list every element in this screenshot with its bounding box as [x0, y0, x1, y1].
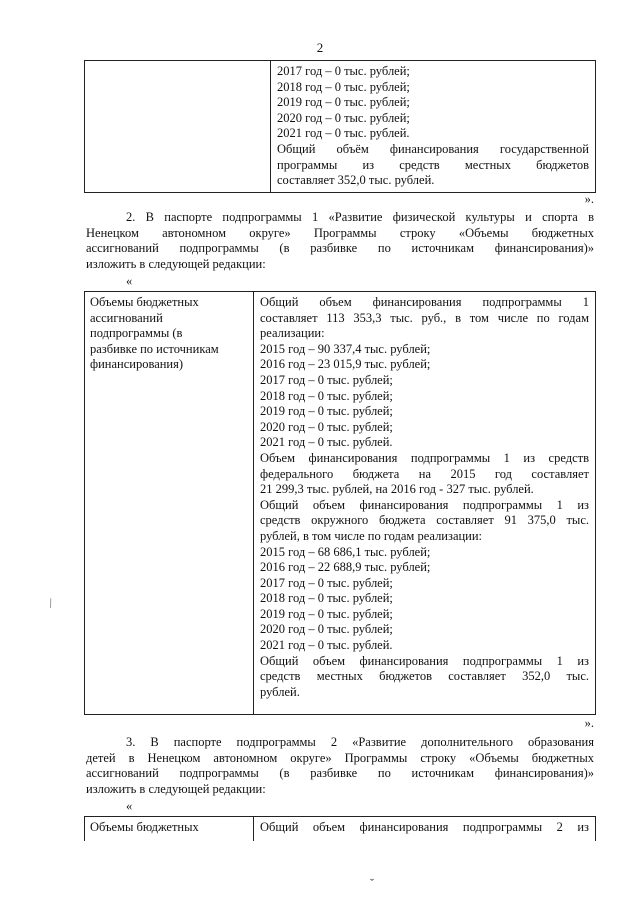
funding-line: рублей. — [260, 684, 300, 699]
funding-line: 2017 год – 0 тыс. рублей; — [260, 575, 393, 590]
funding-line: рублей, в том числе по годам реализации: — [260, 528, 483, 543]
table-divider — [253, 817, 254, 841]
funding-line: составляет 113 353,3 тыс. руб., в том числе по годам — [260, 310, 589, 325]
row-label-line: Объемы бюджетных — [90, 295, 199, 309]
row-label-line: разбивке по источникам — [90, 341, 219, 356]
table2-left-cell — [90, 295, 248, 373]
funding-total-line: Общий объём финансирования государственной — [277, 141, 589, 156]
opening-quote: « — [126, 274, 133, 288]
funding-line: 2015 год – 68 686,1 тыс. рублей; — [260, 544, 431, 559]
funding-line: 2019 год – 0 тыс. рублей; — [260, 606, 393, 621]
funding-line: Общий объем финансирования подпрограммы 1 из — [260, 653, 589, 668]
funding-line: средств окружного бюджета составляет 91 375,0 тыс. — [260, 513, 589, 528]
closing-quote: ». — [584, 716, 594, 730]
paragraph-line: 3. В паспорте подпрограммы 2 «Развитие дополнительного образования — [126, 735, 594, 749]
row-label-line: финансирования) — [90, 357, 184, 372]
table-continuation — [84, 60, 596, 193]
closing-quote: ». — [584, 192, 594, 206]
row-label-line: подпрограммы (в — [90, 326, 183, 341]
table1-right-cell — [277, 64, 589, 189]
paragraph-line: 2. В паспорте подпрограммы 1 «Развитие физической культуры и спорта в — [126, 210, 594, 224]
table-divider — [270, 61, 271, 192]
scan-mark: ⁄ — [45, 596, 56, 610]
funding-line: 2020 год – 0 тыс. рублей; — [260, 419, 393, 434]
paragraph-3 — [86, 735, 594, 797]
funding-line: Общий объем финансирования подпрограммы 1 — [260, 295, 589, 309]
funding-line: 2021 год – 0 тыс. рублей. — [260, 435, 393, 450]
funding-total-line: составляет 352,0 тыс. рублей. — [277, 173, 435, 188]
funding-line: 2016 год – 23 015,9 тыс. рублей; — [260, 357, 431, 372]
funding-year-line: 2020 год – 0 тыс. рублей; — [277, 110, 410, 125]
paragraph-line: Ненецком автономном округе» Программы строку «Объемы бюджетных — [86, 225, 594, 240]
funding-line: 2018 год – 0 тыс. рублей; — [260, 591, 393, 606]
table3-right-cell — [260, 820, 589, 836]
funding-line: Общий объем финансирования подпрограммы 2 из — [260, 820, 589, 834]
funding-year-line: 2021 год – 0 тыс. рублей. — [277, 126, 410, 141]
paragraph-line: ассигнований подпрограммы (в разбивке по источникам финансирования)» — [86, 766, 594, 781]
table-subprogram-2 — [84, 816, 596, 841]
paragraph-line: изложить в следующей редакции: — [86, 256, 266, 271]
funding-line: 2021 год – 0 тыс. рублей. — [260, 638, 393, 653]
funding-year-line: 2017 год – 0 тыс. рублей; — [277, 64, 410, 78]
paragraph-line: изложить в следующей редакции: — [86, 781, 266, 796]
funding-line: 2019 год – 0 тыс. рублей; — [260, 404, 393, 419]
row-label-line: Объемы бюджетных — [90, 820, 199, 834]
opening-quote: « — [126, 799, 133, 813]
scan-mark: ˇ — [370, 876, 374, 890]
funding-line: Общий объем финансирования подпрограммы 1 из — [260, 497, 589, 512]
funding-year-line: 2019 год – 0 тыс. рублей; — [277, 95, 410, 110]
funding-line: средств местных бюджетов составляет 352,0 тыс. — [260, 669, 589, 684]
paragraph-line: детей в Ненецком автономном округе» Программы строку «Объемы бюджетных — [86, 750, 594, 765]
funding-line: 21 299,3 тыс. рублей, на 2016 год - 327 тыс. рублей. — [260, 482, 534, 497]
row-label-line: ассигнований — [90, 310, 163, 325]
funding-line: 2020 год – 0 тыс. рублей; — [260, 622, 393, 637]
funding-line: федерального бюджета на 2015 год составляет — [260, 466, 589, 481]
funding-year-line: 2018 год – 0 тыс. рублей; — [277, 79, 410, 94]
paragraph-2 — [86, 210, 594, 272]
funding-line: 2016 год – 22 688,9 тыс. рублей; — [260, 560, 431, 575]
funding-line: Объем финансирования подпрограммы 1 из средств — [260, 450, 589, 465]
funding-total-line: программы из средств местных бюджетов — [277, 157, 589, 172]
paragraph-line: ассигнований подпрограммы (в разбивке по источникам финансирования)» — [86, 241, 594, 256]
table3-left-cell — [90, 820, 248, 836]
funding-line: 2017 год – 0 тыс. рублей; — [260, 372, 393, 387]
funding-line: 2018 год – 0 тыс. рублей; — [260, 388, 393, 403]
table-divider — [253, 292, 254, 714]
table-subprogram-1 — [84, 291, 596, 715]
page-number: 2 — [316, 40, 324, 55]
table2-right-cell — [260, 295, 589, 700]
funding-line: 2015 год – 90 337,4 тыс. рублей; — [260, 341, 431, 356]
funding-line: реализации: — [260, 326, 325, 341]
